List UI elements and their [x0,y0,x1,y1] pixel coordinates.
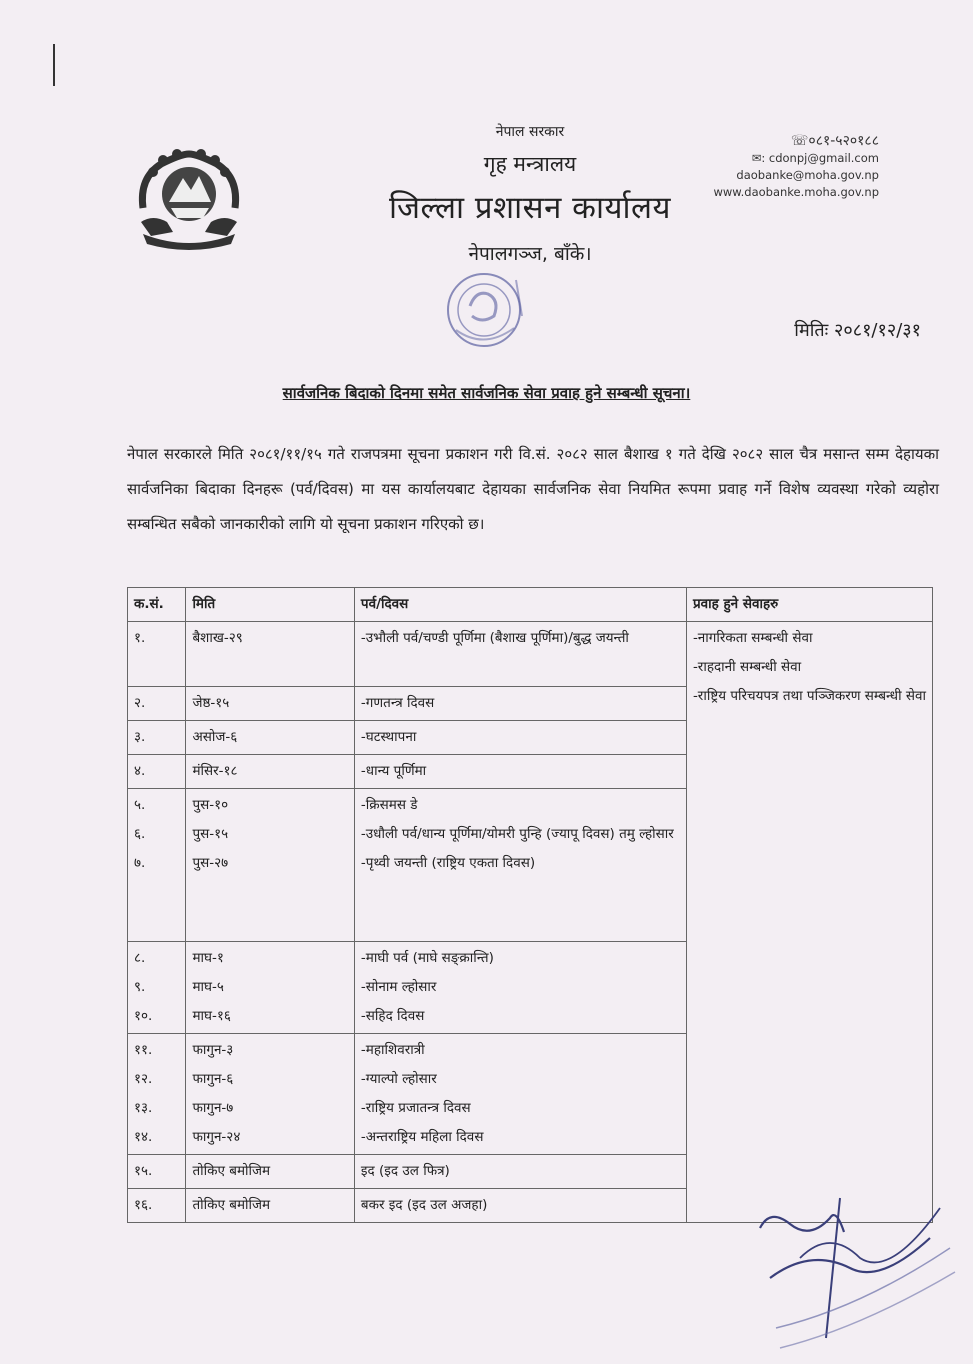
holiday-event: -सोनाम ल्होसार [360,979,437,995]
sn: २. [134,695,146,711]
holiday-date: पुस-२७ [192,855,229,871]
holiday-date: माघ-५ [192,979,224,995]
holiday-date: फागुन-७ [192,1100,234,1116]
event-cell [354,1155,686,1189]
holiday-event: -ग्याल्पो ल्होसार [360,1071,437,1087]
holiday-event: -धान्य पूर्णिमा [360,763,427,779]
event-cell [354,1034,686,1155]
signature-stamp-icon [740,1188,960,1358]
holiday-event: -उभौली पर्व/चण्डी पूर्णिमा (बैशाख पूर्णिमा)/बुद्ध जयन्ती [360,630,629,646]
holiday-event: -पृथ्वी जयन्ती (राष्ट्रिय एकता दिवस) [360,855,536,871]
event-cell [354,622,686,687]
phone-number: ☏०८१-५२०१८८ [790,133,879,149]
notice-body: नेपाल सरकारले मिति २०८१/११/१५ गते राजपत्रमा सूचना प्रकाशन गरी वि.सं. २०८२ साल बैशाख १ गते देखि २०८२ साल चैत्र मसान्त सम्म देहायका सार्वजनिका बिदाका दिनहरू (पर्व/दिवस) मा यस कार्यालयबाट देहायका सार्वजनिक सेवा नियमित रूपमा प्रवाह गर्ने विशेष व्यवस्था गरेको व्यहोरा सम्बन्धित सबैको जानकारीको लागि यो सूचना प्रकाशन गरिएको छ। [127,445,939,533]
sn-cell [128,755,186,789]
sn: ८. [134,950,146,966]
holiday-date: तोकिए बमोजिम [192,1197,271,1213]
holiday-date: फागुन-२४ [192,1129,241,1145]
table-header-row [128,588,933,622]
sn: ५. [134,797,146,813]
date-cell [186,789,354,942]
sn-cell [128,687,186,721]
date-cell [186,1189,354,1223]
holiday-event: -गणतन्त्र दिवस [360,695,435,711]
sn: १५. [134,1163,153,1179]
date-cell [186,687,354,721]
holiday-event: इद (इद उल फित्र) [360,1163,450,1179]
sn: ९. [134,979,146,995]
header-event: पर्व/दिवस [354,588,686,622]
holiday-event: -घटस्थापना [360,729,417,745]
government-name: नेपाल सरकार [495,124,565,140]
date-cell [186,755,354,789]
sn: १४. [134,1129,153,1145]
date-cell [186,942,354,1034]
sn-cell [128,942,186,1034]
notice-date: मितिः २०८१/१२/३१ [794,320,921,341]
event-cell [354,721,686,755]
holiday-event: -राष्ट्रिय प्रजातन्त्र दिवस [360,1100,471,1116]
sn: १६. [134,1197,153,1213]
website: www.daobanke.moha.gov.np [713,185,879,199]
email-primary: ✉: cdonpj@gmail.com [751,151,879,165]
date-cell [186,1034,354,1155]
holiday-date: फागुन-६ [192,1071,234,1087]
holiday-event: -माघी पर्व (माघे सङ्क्रान्ति) [360,950,494,966]
sn: १३. [134,1100,153,1116]
holiday-date: तोकिए बमोजिम [192,1163,271,1179]
office-location: नेपालगञ्ज, बाँके। [468,243,592,265]
sn: ६. [134,826,146,842]
event-cell [354,942,686,1034]
service-item: -राहदानी सम्बन्धी सेवा [692,659,802,675]
contact-block [713,133,879,201]
sn: ११. [134,1042,153,1058]
holiday-date: बैशाख-२९ [192,630,243,646]
sn: १०. [134,1008,153,1024]
sn-cell [128,1155,186,1189]
sn: १. [134,630,146,646]
date-cell [186,721,354,755]
holiday-event: बकर इद (इद उल अजहा) [360,1197,488,1213]
header-date: मिति [186,588,354,622]
services-cell [686,622,932,1223]
holiday-service-table [127,587,933,1223]
holiday-date: मंसिर-१८ [192,763,238,779]
nepal-emblem-icon [133,148,245,252]
header-sn: क.सं. [128,588,186,622]
sn-cell [128,1034,186,1155]
header-services: प्रवाह हुने सेवाहरु [686,588,932,622]
sn-cell [128,1189,186,1223]
sn: ७. [134,855,146,871]
holiday-date: फागुन-३ [192,1042,234,1058]
event-cell [354,755,686,789]
holiday-date: माघ-१ [192,950,224,966]
holiday-date: जेष्ठ-१५ [192,695,230,711]
holiday-event: -अन्तराष्ट्रिय महिला दिवस [360,1129,484,1145]
holiday-date: पुस-१० [192,797,229,813]
table-row [128,622,933,687]
sn: ४. [134,763,146,779]
service-item: -नागरिकता सम्बन्धी सेवा [692,630,813,646]
sn: १२. [134,1071,153,1087]
email-secondary: daobanke@moha.gov.np [736,168,879,182]
office-name: जिल्ला प्रशासन कार्यालय [388,190,672,226]
sn-cell [128,721,186,755]
holiday-event: -सहिद दिवस [360,1008,425,1024]
sn-cell [128,622,186,687]
holiday-event: -महाशिवरात्री [360,1042,425,1058]
office-stamp-icon [436,266,536,356]
event-cell [354,687,686,721]
holiday-date: असोज-६ [192,729,238,745]
event-cell [354,789,686,942]
sn-cell [128,789,186,942]
holiday-date: माघ-१६ [192,1008,231,1024]
date-cell [186,1155,354,1189]
notice-subject: सार्वजनिक बिदाको दिनमा समेत सार्वजनिक सेवा प्रवाह हुने सम्बन्धी सूचना। [282,384,691,402]
holiday-date: पुस-१५ [192,826,229,842]
edge-mark [53,44,55,86]
event-cell [354,1189,686,1223]
service-item: -राष्ट्रिय परिचयपत्र तथा पञ्जिकरण सम्बन्धी सेवा [692,688,926,704]
sn: ३. [134,729,146,745]
holiday-event: -उधौली पर्व/धान्य पूर्णिमा/योमरी पुन्हि (ज्यापू दिवस) तमु ल्होसार [360,826,674,842]
ministry-name: गृह मन्त्रालय [483,152,577,176]
date-cell [186,622,354,687]
holiday-event: -क्रिसमस डे [360,797,418,813]
